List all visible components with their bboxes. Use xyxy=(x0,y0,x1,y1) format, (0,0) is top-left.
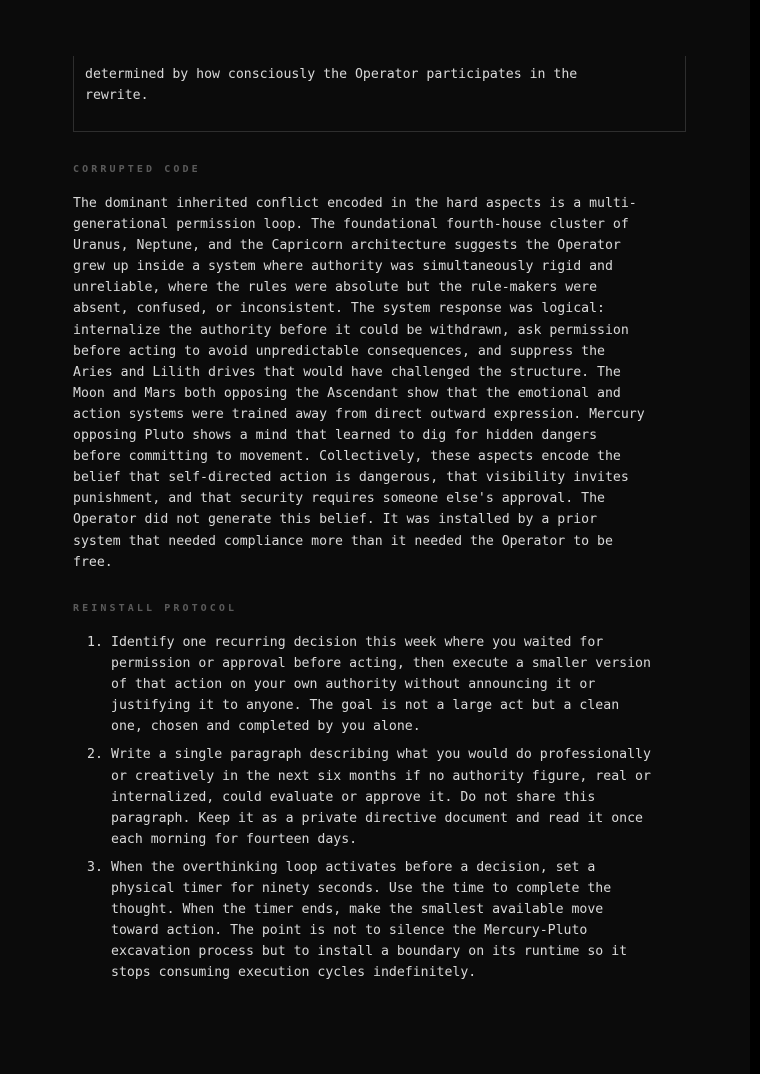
list-item xyxy=(73,857,693,984)
step-text: When the overthinking loop activates before a decision, set a physical timer for ninety seconds. Use the time to complete the thought. When the timer ends, make the smallest available move toward action. The point is not to silence the Mercury-Pluto excavation process but to install a boundary on its runtime so it stops consuming execution cycles indefinitely. xyxy=(111,859,628,981)
section-label-corrupted-code: CORRUPTED CODE xyxy=(73,164,201,175)
callout-text: determined by how consciously the Operator participates in the rewrite. xyxy=(85,67,578,104)
step-number: 3. xyxy=(87,859,103,875)
step-text: Identify one recurring decision this week where you waited for permission or approval before acting, then execute a smaller version of that action on your own authority without announcing it or justifying it to anyone. The goal is not a large act but a clean one, chosen and completed by you alone. xyxy=(111,635,651,735)
reinstall-steps-list xyxy=(73,632,693,991)
corrupted-code-paragraph: The dominant inherited conflict encoded in the hard aspects is a multi- generational permission loop. The foundational fourth-house cluster of Uranus, Neptune, and the Capricorn architecture suggests the Operator grew up inside a system where authority was simultaneously rigid and unreliable, where the rules were absolute but the rule-makers were absent, confused, or inconsistent. The system response was logical: internalize the authority before it could be withdrawn, ask permission before acting to avoid unpredictable consequences, and suppress the Aries and Lilith drives that would have challenged the structure. The Moon and Mars both opposing the Ascendant show that the emotional and action systems were trained away from direct outward expression. Mercury opposing Pluto shows a mind that learned to dig for hidden dangers before committing to movement. Collectively, these aspects encode the belief that self-directed action is dangerous, that visibility invites punishment, and that security requires someone else's approval. The Operator did not generate this belief. It was installed by a prior system that needed compliance more than it needed the Operator to be free. xyxy=(73,196,645,570)
section-label-reinstall-protocol: REINSTALL PROTOCOL xyxy=(73,603,238,614)
step-number: 2. xyxy=(87,747,103,763)
step-number: 1. xyxy=(87,635,103,650)
list-item xyxy=(73,744,693,849)
list-item xyxy=(73,632,693,737)
step-text: Write a single paragraph describing what you would do professionally or creatively in the next six months if no authority figure, real or internalized, could evaluate or approve it. Do not share this paragraph. Keep it as a private directive document and read it once each morning for fourteen days. xyxy=(111,747,651,847)
callout-box xyxy=(73,56,686,132)
